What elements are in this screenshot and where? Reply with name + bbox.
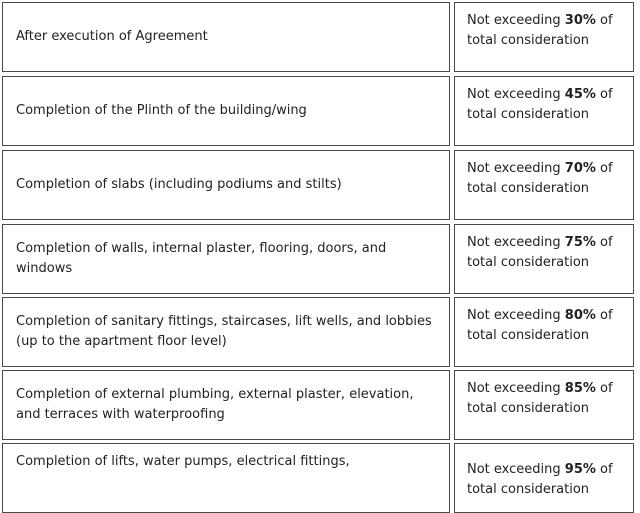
percent-value: 70% bbox=[564, 161, 596, 176]
stage-cell bbox=[2, 224, 450, 294]
percent-value: 30% bbox=[564, 13, 596, 28]
table-row bbox=[0, 76, 640, 146]
limit-line bbox=[467, 306, 633, 326]
limit-prefix: Not exceeding bbox=[467, 13, 561, 28]
limit-prefix: Not exceeding bbox=[467, 87, 561, 102]
limit-line2: total consideration bbox=[467, 107, 590, 122]
stage-text: Completion of lifts, water pumps, electrical fittings, bbox=[16, 454, 350, 469]
limit-prefix: Not exceeding bbox=[467, 381, 561, 396]
limit-suffix: of bbox=[600, 308, 613, 323]
limit-prefix: Not exceeding bbox=[467, 235, 561, 250]
percent-value: 75% bbox=[564, 235, 596, 250]
limit-cell bbox=[454, 76, 634, 146]
percent-value: 45% bbox=[564, 87, 596, 102]
stage-text: Completion of external plumbing, external plaster, elevation, and terraces with waterproofing bbox=[16, 387, 414, 422]
limit-suffix: of bbox=[600, 235, 613, 250]
stage-text: After execution of Agreement bbox=[16, 29, 208, 44]
limit-suffix: of bbox=[600, 381, 613, 396]
limit-prefix: Not exceeding bbox=[467, 161, 561, 176]
stage-cell bbox=[2, 370, 450, 440]
limit-cell bbox=[454, 224, 634, 294]
table-row bbox=[0, 443, 640, 497]
limit-line2: total consideration bbox=[467, 33, 590, 48]
table-row bbox=[0, 297, 640, 367]
limit-suffix: of bbox=[600, 87, 613, 102]
limit-line2: total consideration bbox=[467, 181, 590, 196]
limit-cell bbox=[454, 2, 634, 72]
limit-prefix: Not exceeding bbox=[467, 462, 561, 477]
table-row bbox=[0, 224, 640, 294]
table-row bbox=[0, 370, 640, 440]
limit-line2: total consideration bbox=[467, 401, 590, 416]
percent-value: 80% bbox=[564, 308, 596, 323]
limit-line bbox=[467, 233, 633, 253]
limit-suffix: of bbox=[600, 161, 613, 176]
limit-line2: total consideration bbox=[467, 255, 590, 270]
percent-value: 95% bbox=[564, 462, 596, 477]
limit-line bbox=[467, 460, 633, 480]
table-row bbox=[0, 150, 640, 220]
stage-text: Completion of walls, internal plaster, flooring, doors, and windows bbox=[16, 241, 387, 276]
stage-text: Completion of slabs (including podiums and stilts) bbox=[16, 177, 342, 192]
limit-line bbox=[467, 85, 633, 105]
limit-line bbox=[467, 11, 633, 31]
stage-cell bbox=[2, 2, 450, 72]
limit-suffix: of bbox=[600, 13, 613, 28]
stage-cell bbox=[2, 150, 450, 220]
table-row bbox=[0, 2, 640, 72]
stage-text: Completion of sanitary fittings, staircases, lift wells, and lobbies (up to the apartment floor level) bbox=[16, 314, 432, 349]
limit-prefix: Not exceeding bbox=[467, 308, 561, 323]
limit-cell bbox=[454, 297, 634, 367]
stage-cell bbox=[2, 297, 450, 367]
limit-line2: total consideration bbox=[467, 482, 590, 497]
limit-line bbox=[467, 159, 633, 179]
limit-line bbox=[467, 379, 633, 399]
stage-cell bbox=[2, 76, 450, 146]
percent-value: 85% bbox=[564, 381, 596, 396]
limit-cell bbox=[454, 150, 634, 220]
stage-cell bbox=[2, 443, 450, 513]
limit-line2: total consideration bbox=[467, 328, 590, 343]
limit-cell bbox=[454, 370, 634, 440]
limit-cell bbox=[454, 443, 634, 513]
stage-text: Completion of the Plinth of the building/wing bbox=[16, 103, 307, 118]
limit-suffix: of bbox=[600, 462, 613, 477]
